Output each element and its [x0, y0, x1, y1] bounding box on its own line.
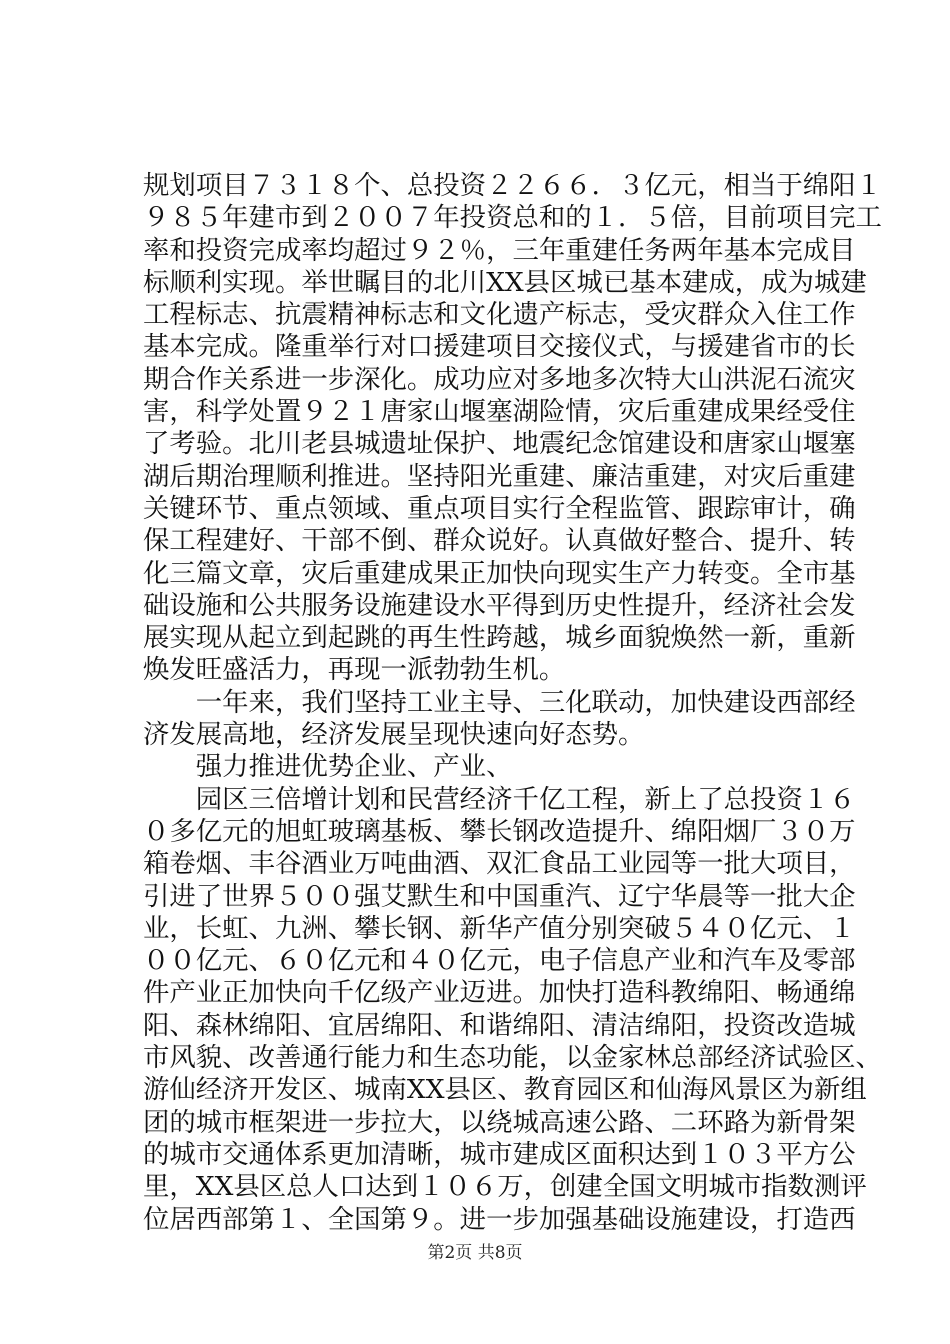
text-line: 保工程建好、干部不倒、群众说好。认真做好整合、提升、转: [143, 525, 856, 557]
text-line: 规划项目７３１８个、总投资２２６６．３亿元，相当于绵阳１: [143, 170, 882, 201]
text-line: 础设施和公共服务设施建设水平得到历史性提升，经济社会发: [143, 589, 856, 621]
text-line: ９８５年建市到２００７年投资总和的１．５倍，目前项目完工: [143, 202, 882, 234]
text-line: 里，XX县区总人口达到１０６万，创建全国文明城市指数测评: [143, 1171, 867, 1203]
text-line: 率和投资完成率均超过９２％，三年重建任务两年基本完成目: [143, 234, 856, 266]
text-line: 展实现从起立到起跳的再生性跨越，城乡面貌焕然一新，重新: [143, 622, 856, 654]
text-line: ００亿元、６０亿元和４０亿元，电子信息产业和汽车及零部: [143, 945, 856, 977]
text-line: 箱卷烟、丰谷酒业万吨曲酒、双汇食品工业园等一批大项目，: [143, 848, 856, 880]
text-line: 市风貌、改善通行能力和生态功能，以金家林总部经济试验区、: [143, 1042, 882, 1074]
text-line: 济发展高地，经济发展呈现快速向好态势。: [143, 719, 645, 751]
text-line: 游仙经济开发区、城南XX县区、教育园区和仙海风景区为新组: [143, 1074, 867, 1106]
text-line: 阳、森林绵阳、宜居绵阳、和谐绵阳、清洁绵阳，投资改造城: [143, 1009, 856, 1041]
text-line: 期合作关系进一步深化。成功应对多地多次特大山洪泥石流灾: [143, 363, 856, 395]
text-line: 件产业正加快向千亿级产业迈进。加快打造科教绵阳、畅通绵: [143, 977, 856, 1009]
text-line: 了考验。北川老县城遗址保护、地震纪念馆建设和唐家山堰塞: [143, 428, 856, 460]
text-line: 引进了世界５００强艾默生和中国重汽、辽宁华晨等一批大企: [143, 880, 856, 912]
page-footer: 第2页 共8页: [427, 1243, 523, 1263]
text-line: 位居西部第１、全国第９。进一步加强基础设施建设，打造西: [143, 1203, 856, 1235]
text-line: 的城市交通体系更加清晰，城市建成区面积达到１０３平方公: [143, 1138, 856, 1170]
text-line: 化三篇文章，灾后重建成果正加快向现实生产力转变。全市基: [143, 557, 856, 589]
text-line: 工程标志、抗震精神标志和文化遗产标志，受灾群众入住工作: [143, 299, 856, 331]
text-line: 业，长虹、九洲、攀长钢、新华产值分别突破５４０亿元、１: [143, 912, 856, 944]
text-line: 一年来，我们坚持工业主导、三化联动，加快建设西部经: [143, 686, 856, 718]
text-line: 强力推进优势企业、产业、: [143, 751, 513, 783]
text-line: ０多亿元的旭虹玻璃基板、攀长钢改造提升、绵阳烟厂３０万: [143, 815, 856, 847]
text-line: 湖后期治理顺利推进。坚持阳光重建、廉洁重建，对灾后重建: [143, 460, 856, 492]
text-line: 团的城市框架进一步拉大，以绕城高速公路、二环路为新骨架: [143, 1106, 856, 1138]
body-text: [143, 170, 882, 1236]
text-line: 基本完成。隆重举行对口援建项目交接仪式，与援建省市的长: [143, 331, 856, 363]
text-line: 园区三倍增计划和民营经济千亿工程，新上了总投资１６: [143, 783, 856, 815]
text-line: 焕发旺盛活力，再现一派勃勃生机。: [143, 654, 566, 686]
text-line: 害，科学处置９２１唐家山堰塞湖险情，灾后重建成果经受住: [143, 396, 856, 428]
text-line: 关键环节、重点领域、重点项目实行全程监管、跟踪审计，确: [143, 492, 856, 524]
text-line: 标顺利实现。举世瞩目的北川XX县区城已基本建成，成为城建: [143, 266, 867, 298]
